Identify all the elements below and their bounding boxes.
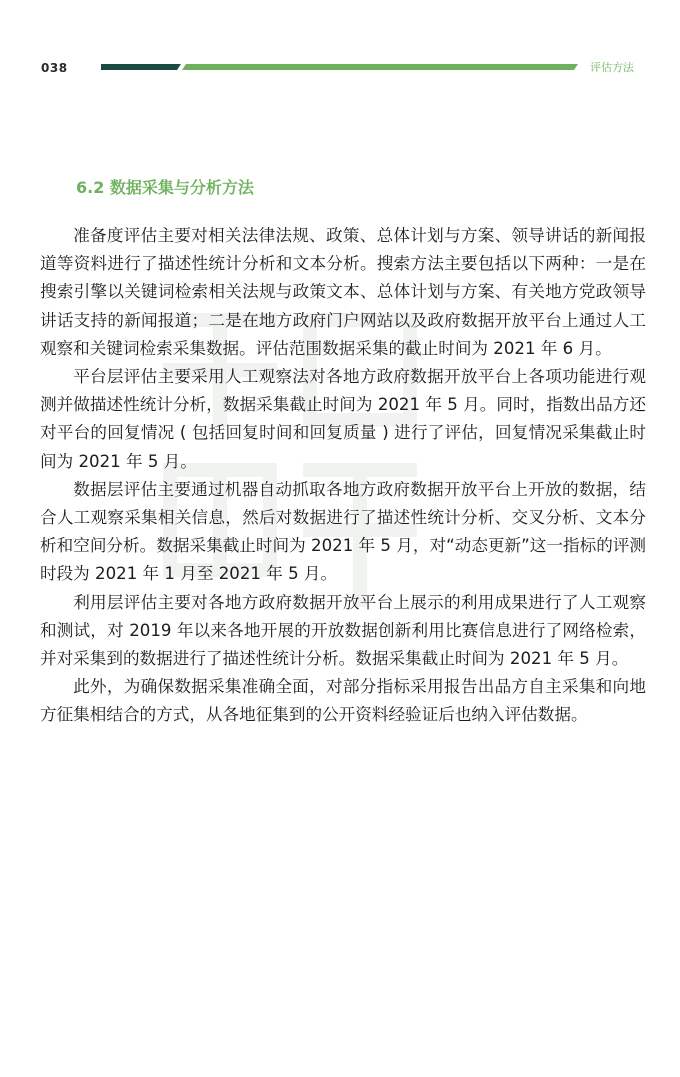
paragraph-data: 数据层评估主要通过机器自动抓取各地方政府数据开放平台上开放的数据，结合人工观察采集相关信息，然后对数据进行了描述性统计分析、交叉分析、文本分析和空间分析。数据采集截止时间为 2021 年 5 月，对“动态更新”这一指标的评测时段为 2021 年 1 月至 2021 年 5 月。 (40, 479, 646, 584)
main-content (40, 176, 646, 730)
header-dark-bar (101, 64, 181, 70)
page-number: 038 (41, 61, 68, 75)
header-green-bar (182, 64, 578, 70)
header-decoration-bars (0, 0, 680, 80)
section-label: 评估方法 (590, 61, 634, 74)
paragraph-additional: 此外，为确保数据采集准确全面，对部分指标采用报告出品方自主采集和向地方征集相结合的方式，从各地征集到的公开资料经验证后也纳入评估数据。 (40, 677, 646, 725)
paragraph-platform: 平台层评估主要采用人工观察法对各地方政府数据开放平台上各项功能进行观测并做描述性统计分析，数据采集截止时间为 2021 年 5 月。同时，指数出品方还对平台的回复情况 ( 包括回复时间和回复质量 ) 进行了评估，回复情况采集截止时间为 2021 年 5 月。 (40, 367, 646, 471)
paragraph-readiness: 准备度评估主要对相关法律法规、政策、总体计划与方案、领导讲话的新闻报道等资料进行了描述性统计分析和文本分析。搜索方法主要包括以下两种：一是在搜索引擎以关键词检索相关法规与政策文本、总体计划与方案、有关地方党政领导讲话支持的新闻报道；二是在地方政府门户网站以及政府数据开放平台上通过人工观察和关键词检索采集数据。评估范围数据采集的截止时间为 2021 年 6 月。 (40, 226, 646, 358)
section-heading: 6.2 数据采集与分析方法 (76, 178, 254, 197)
paragraph-utilization: 利用层评估主要对各地方政府数据开放平台上展示的利用成果进行了人工观察和测试，对 2019 年以来各地开展的开放数据创新利用比赛信息进行了网络检索，并对采集到的数据进行了描述性统计分析。数据采集截止时间为 2021 年 5 月。 (40, 592, 646, 669)
page-header (0, 0, 680, 90)
